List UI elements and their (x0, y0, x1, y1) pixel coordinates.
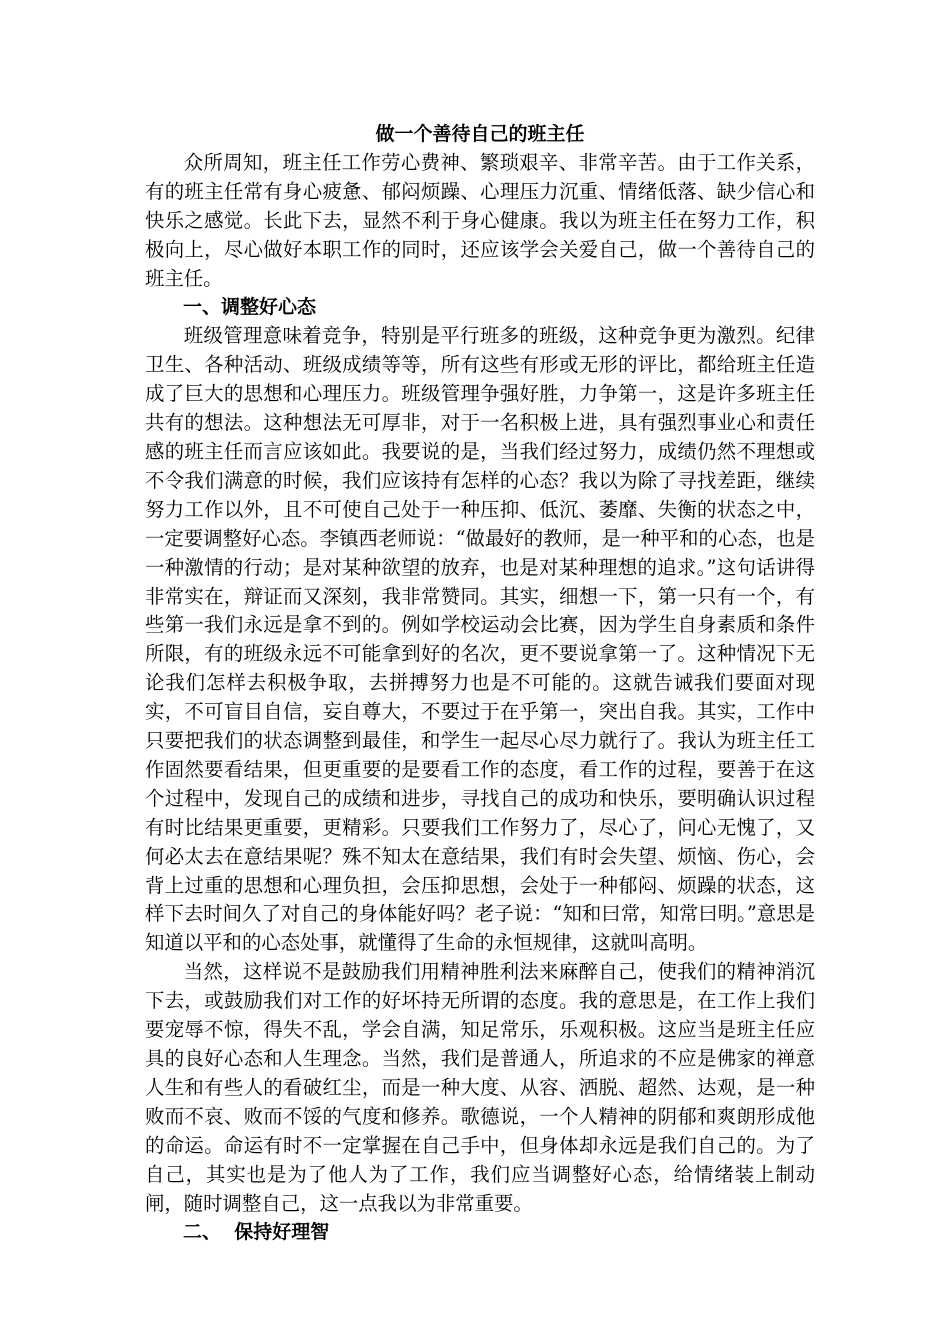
section-heading-1: 一、调整好心态 (183, 296, 317, 319)
document-title: 做一个善待自己的班主任 (375, 123, 585, 145)
section-1-paragraph-2: 当然，这样说不是鼓励我们用精神胜利法来麻醉自己，使我们的精神消沉下去，或鼓励我们对工作的好坏持无所谓的态度。我的意思是，在工作上我们要宠辱不惊，得失不乱，学会自满，知足常乐，乐观积极。这应当是班主任应具的良好心态和人生理念。当然，我们是普通人，所追求的不应是佛家的禅意人生和有些人的看破红尘，而是一种大度、从容、洒脱、超然、达观，是一种败而不哀、败而不馁的气度和修养。歌德说，一个人精神的阴郁和爽朗形成他的命运。命运有时不一定掌握在自己手中，但身体却永远是我们自己的。为了自己，其实也是为了他人为了工作，我们应当调整好心态，给情绪装上制动闸，随时调整自己，这一点我以为非常重要。 (145, 960, 815, 1215)
intro-paragraph: 众所周知，班主任工作劳心费神、繁琐艰辛、非常辛苦。由于工作关系，有的班主任常有身心疲惫、郁闷烦躁、心理压力沉重、情绪低落、缺少信心和快乐之感觉。长此下去，显然不利于身心健康。我以为班主任在努力工作，积极向上，尽心做好本职工作的同时，还应该学会关爱自己，做一个善待自己的班主任。 (145, 150, 815, 290)
section-heading-2: 二、 保持好理智 (183, 1221, 330, 1244)
section-1-paragraph-1: 班级管理意味着竞争，特别是平行班多的班级，这种竞争更为激烈。纪律卫生、各种活动、班级成绩等等，所有这些有形或无形的评比，都给班主任造成了巨大的思想和心理压力。班级管理争强好胜，力争第一，这是许多班主任共有的想法。这种想法无可厚非，对于一名积极上进，具有强烈事业心和责任感的班主任而言应该如此。我要说的是，当我们经过努力，成绩仍然不理想或不令我们满意的时候，我们应该持有怎样的心态？我以为除了寻找差距，继续努力工作以外，且不可使自己处于一种压抑、低沉、萎靡、失衡的状态之中，一定要调整好心态。李镇西老师说：“做最好的教师，是一种平和的心态，也是一种激情的行动；是对某种欲望的放弃，也是对某种理想的追求。”这句话讲得非常实在，辩证而又深刻，我非常赞同。其实，细想一下，第一只有一个，有些第一我们永远是拿不到的。例如学校运动会比赛，因为学生自身素质和条件所限，有的班级永远不可能拿到好的名次，更不要说拿第一了。这种情况下无论我们怎样去积极争取，去拼搏努力也是不可能的。这就告诫我们要面对现实，不可盲目自信，妄自尊大，不要过于在乎第一，突出自我。其实，工作中只要把我们的状态调整到最佳，和学生一起尽心尽力就行了。我认为班主任工作固然要看结果，但更重要的是要看工作的态度，看工作的过程，要善于在这个过程中，发现自己的成绩和进步，寻找自己的成功和快乐，要明确认识过程有时比结果更重要，更精彩。只要我们工作努力了，尽心了，问心无愧了，又何必太去在意结果呢？殊不知太在意结果，我们有时会失望、烦恼、伤心，会背上过重的思想和心理负担，会压抑思想，会处于一种郁闷、烦躁的状态，这样下去时间久了对自己的身体能好吗？老子说：“知和曰常，知常曰明。”意思是知道以平和的心态处事，就懂得了生命的永恒规律，这就叫高明。 (145, 324, 815, 955)
document-page (145, 120, 815, 1247)
